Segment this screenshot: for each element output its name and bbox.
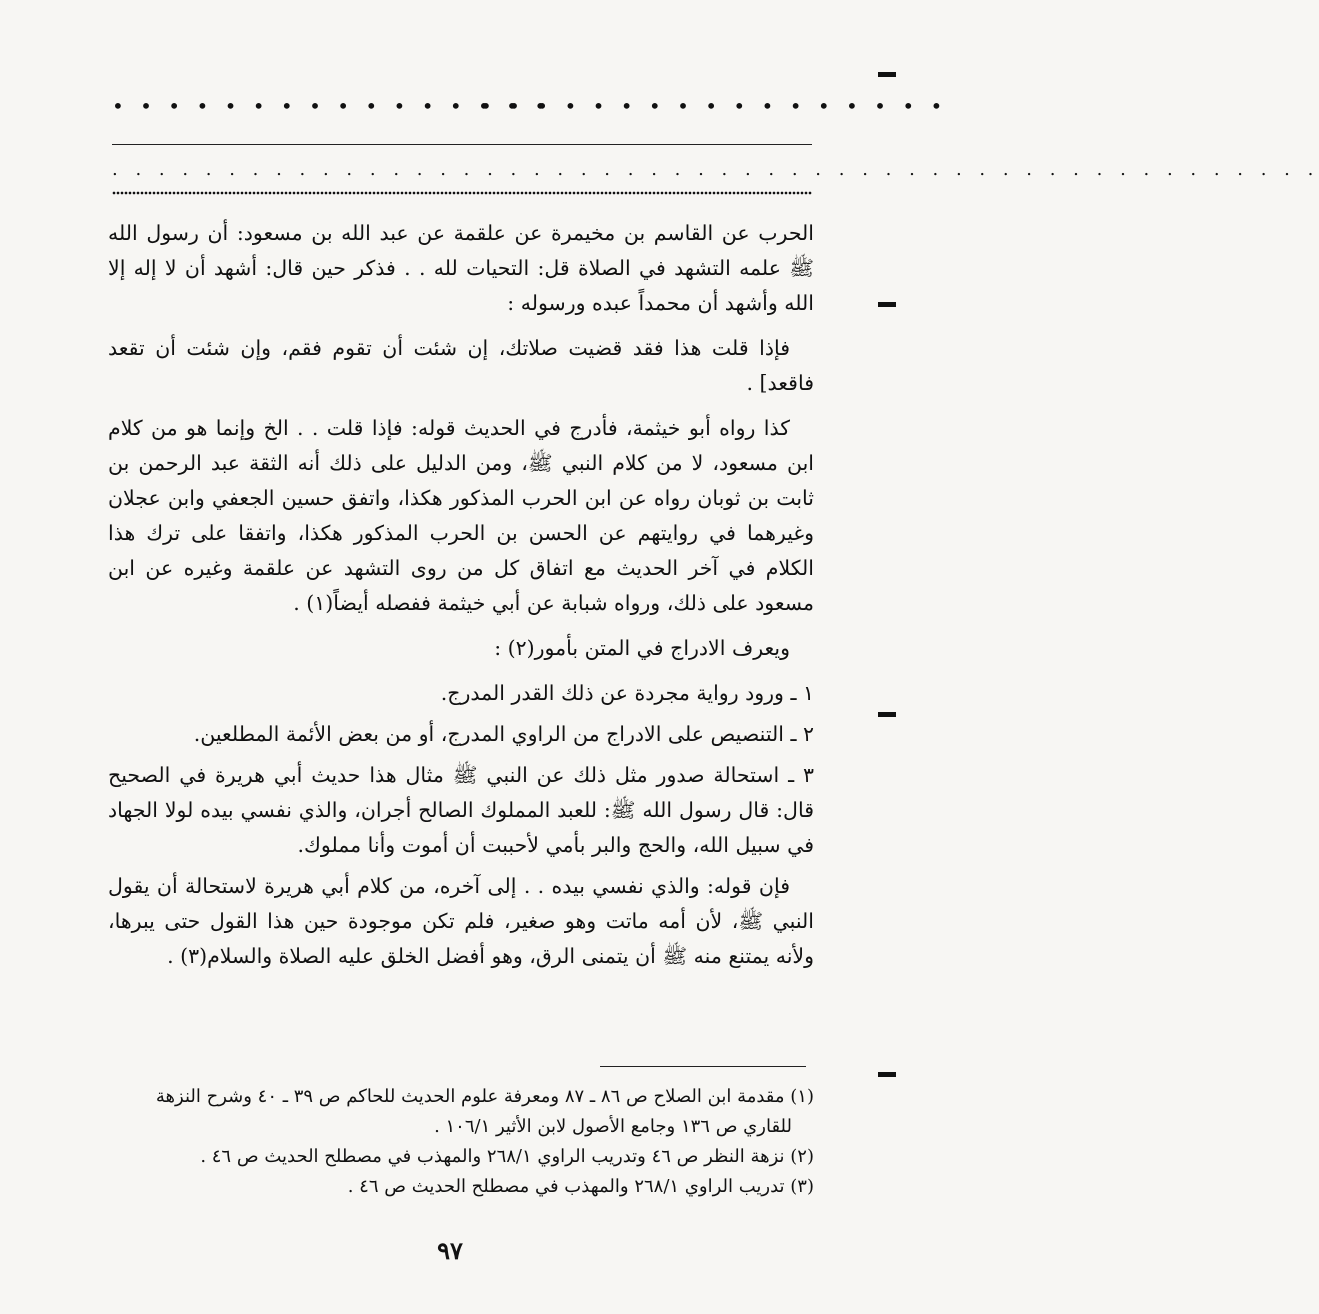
dense-dotted-line — [112, 190, 812, 198]
footnote-1: (١) مقدمة ابن الصلاح ص ٨٦ ـ ٨٧ ومعرفة علوم الحديث للحاكم ص ٣٩ ـ ٤٠ وشرح النزهة — [155, 1086, 814, 1107]
paragraph-conclusion: فإن قوله: والذي نفسي بيده . . إلى آخره، من كلام أبي هريرة لاستحالة أن يقول النبي ﷺ، لأن أمه ماتت وهو صغير، فلم تكن موجودة حين هذا القول حتى يبرها، ولأنه يمتنع منه ﷺ أن يتمنى الرق، وهو أفضل الخلق عليه الصلاة والسلام(٣) . — [108, 874, 814, 968]
page-number: ٩٧ — [437, 1236, 463, 1265]
footnote-separator — [600, 1066, 806, 1067]
footnote-1-continued: للقاري ص ١٣٦ وجامع الأصول لابن الأثير ١٠٦/١ . — [434, 1116, 792, 1137]
footnote-3: (٣) تدريب الراوي ٢٦٨/١ والمهذب في مصطلح الحديث ص ٤٦ . — [347, 1176, 814, 1197]
list-item: ٢ ـ التنصيص على الادراج من الراوي المدرج، أو من بعض الأئمة المطلعين. — [193, 722, 814, 746]
paragraph-heading: ويعرف الادراج في المتن بأمور(٢) : — [494, 636, 790, 660]
scan-edge-mark — [878, 302, 896, 307]
paragraph-explanation: كذا رواه أبو خيثمة، فأدرج في الحديث قوله: فإذا قلت . . الخ وإنما هو من كلام ابن مسعود، لا من كلام النبي ﷺ، ومن الدليل على ذلك أنه الثقة عبد الرحمن بن ثابت بن ثوبان رواه عن ابن الحرب المذكور هكذا، واتفق حسين الجعفي وابن عجلان وغيرهما في روايتهم عن الحسن بن الحرب المذكور هكذا، واتفقا على ترك هذا الكلام في آخر الحديث مع اتفاق كل من روى التشهد عن علقمة وغيره عن ابن مسعود على ذلك، ورواه شبابة عن أبي خيثمة ففصله أيضاً(١) . — [108, 416, 814, 615]
footnotes — [108, 1082, 814, 1202]
list-item: ١ ـ ورود رواية مجردة عن ذلك القدر المدرج. — [440, 681, 814, 705]
dotted-line: • • • • • • • • • • • • • • • • — [112, 94, 552, 118]
dotted-line: . . . . . . . . . . . . . . . . . . . . . . . . . . . . . . . . . . . . . . . . . . . . . . . . . . . . — [112, 159, 1319, 180]
dotted-line: • • • • • • • • • • • • • • • • • — [480, 94, 948, 118]
paragraph-quote: فإذا قلت هذا فقد قضيت صلاتك، إن شئت أن تقوم فقم، وإن شئت أن تقعد فاقعد] . — [108, 336, 814, 395]
main-text — [108, 216, 814, 984]
scan-edge-mark — [878, 72, 896, 77]
scan-edge-mark — [878, 712, 896, 717]
horizontal-rule — [112, 144, 812, 145]
paragraph-hadith-chain: الحرب عن القاسم بن مخيمرة عن علقمة عن عبد الله بن مسعود: أن رسول الله ﷺ علمه التشهد في الصلاة قل: التحيات لله . . فذكر حين قال: أشهد أن لا إله إلا الله وأشهد أن محمداً عبده ورسوله : — [108, 221, 814, 315]
list-item: ٣ ـ استحالة صدور مثل ذلك عن النبي ﷺ مثال هذا حديث أبي هريرة في الصحيح قال: قال رسول الله ﷺ: للعبد المملوك الصالح أجران، والذي نفسي بيده لولا الجهاد في سبيل الله، والحج والبر بأمي لأحببت أن أموت وأنا مملوك. — [108, 763, 814, 857]
scan-edge-mark — [878, 1072, 896, 1077]
footnote-2: (٢) نزهة النظر ص ٤٦ وتدريب الراوي ٢٦٨/١ والمهذب في مصطلح الحديث ص ٤٦ . — [200, 1146, 814, 1167]
